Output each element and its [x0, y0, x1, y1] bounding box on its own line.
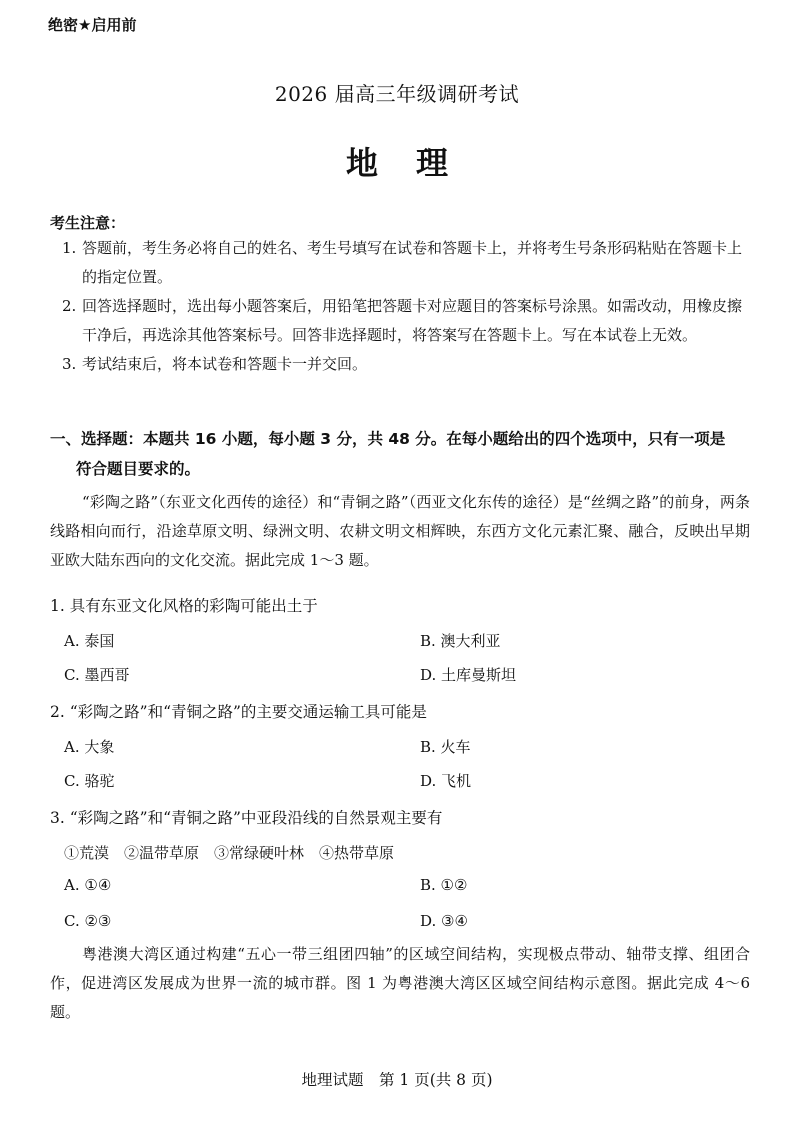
question-3-option-b: B. ①② [420, 876, 468, 894]
notice-list [62, 234, 752, 379]
notice-item-number: 1. [62, 239, 77, 257]
question-2-option-a: A. 大象 [64, 738, 115, 756]
question-1-stem: 1. 具有东亚文化风格的彩陶可能出土于 [50, 597, 318, 615]
passage-1-text: “彩陶之路”（东亚文化西传的途径）和“青铜之路”（西亚文化东传的途径）是“丝绸之路”的前身，两条线路相向而行，沿途草原文明、绿洲文明、农耕文明文相辉映，东西方文化元素汇聚、融合，反映出早期亚欧大陆东西向的文化交流。据此完成 1～3 题。 [50, 493, 750, 569]
subject-title: 地理 [345, 144, 486, 182]
page-footer: 地理试题 第 1 页(共 8 页) [301, 1071, 493, 1089]
notice-item-number: 3. [62, 355, 77, 373]
notice-heading: 考生注意： [50, 214, 126, 232]
section-heading [50, 424, 750, 484]
question-1-option-a: A. 泰国 [64, 632, 115, 650]
question-2-stem: 2. “彩陶之路”和“青铜之路”的主要交通运输工具可能是 [50, 703, 427, 721]
question-3-stem: 3. “彩陶之路”和“青铜之路”中亚段沿线的自然景观主要有 [50, 809, 443, 827]
question-1-option-b: B. 澳大利亚 [420, 632, 501, 650]
section-heading-line2: 符合题目要求的。 [76, 460, 201, 478]
exam-title: 2026 届高三年级调研考试 [274, 82, 520, 106]
notice-item [62, 350, 752, 379]
notice-item-text: 回答选择题时，选出每小题答案后，用铅笔把答题卡对应题目的答案标号涂黑。如需改动，用橡皮擦干净后，再选涂其他答案标号。回答非选择题时，将答案写在答题卡上。写在本试卷上无效。 [82, 297, 743, 344]
notice-item [62, 292, 752, 350]
question-2-option-c: C. 骆驼 [64, 772, 115, 790]
question-3-option-d: D. ③④ [420, 912, 468, 930]
notice-item-number: 2. [62, 297, 77, 315]
question-3-option-a: A. ①④ [64, 876, 112, 894]
question-3-option-c: C. ②③ [64, 912, 112, 930]
confidential-label: 绝密★启用前 [48, 16, 137, 34]
notice-item-text: 考试结束后，将本试卷和答题卡一并交回。 [82, 355, 368, 373]
question-2-option-d: D. 飞机 [420, 772, 472, 790]
notice-item-text: 答题前，考生务必将自己的姓名、考生号填写在试卷和答题卡上，并将考生号条形码粘贴在答题卡上的指定位置。 [82, 239, 743, 286]
question-1-option-d: D. 土库曼斯坦 [420, 666, 517, 684]
passage-1 [50, 488, 750, 575]
question-2-option-b: B. 火车 [420, 738, 471, 756]
passage-2 [50, 940, 750, 1027]
passage-2-text: 粤港澳大湾区通过构建“五心一带三组团四轴”的区域空间结构，实现极点带动、轴带支撑、组团合作，促进湾区发展成为世界一流的城市群。图 1 为粤港澳大湾区区域空间结构示意图。据此完成 4～6 题。 [50, 945, 750, 1021]
question-3-choices: ①荒漠 ②温带草原 ③常绿硬叶林 ④热带草原 [64, 844, 395, 862]
question-1-option-c: C. 墨西哥 [64, 666, 130, 684]
notice-item [62, 234, 752, 292]
section-heading-line1: 一、选择题：本题共 16 小题，每小题 3 分，共 48 分。在每小题给出的四个选项中，只有一项是 [50, 430, 726, 448]
